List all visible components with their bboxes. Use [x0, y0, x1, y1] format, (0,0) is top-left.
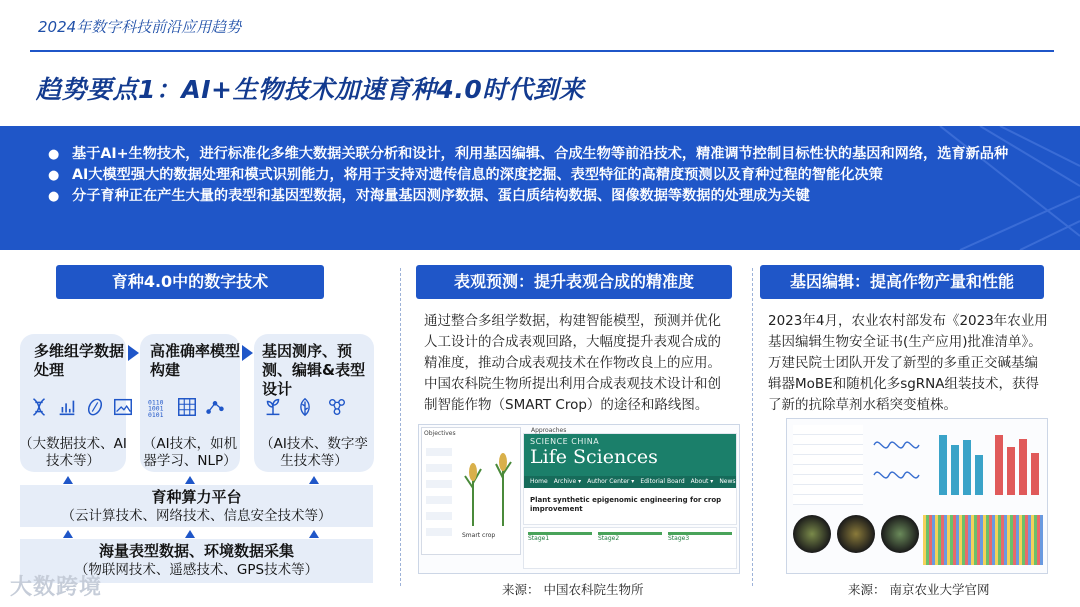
trace-panel [869, 425, 929, 505]
section-tag-epigenetic-prediction: 表观预测：提升表观合成的精准度 [416, 265, 732, 299]
image-icon [112, 396, 134, 418]
flow-arrow-up [63, 530, 73, 538]
section-tag-digital-tech: 育种4.0中的数字技术 [56, 265, 324, 299]
svg-text:0110: 0110 [148, 398, 164, 407]
journal-nav-about[interactable]: About ▾ [690, 478, 714, 485]
flow-arrow-right [242, 345, 253, 361]
banner-bullet: ● AI大模型强大的数据处理和模式识别能力，将用于支持对遗传信息的深度挖掘、表型特征的高精度预测以及育种过程的智能化决策 [48, 165, 1038, 186]
roadmap-stage: Stage1 [528, 532, 592, 564]
banner-bullet-list [48, 144, 1038, 207]
leaf-icon [294, 396, 316, 418]
middle-source-caption: 来源： 中国农科院生物所 [502, 582, 644, 597]
journal-nav-home[interactable]: Home [530, 478, 548, 485]
svg-text:1001: 1001 [148, 404, 164, 413]
card-gene-design [254, 334, 374, 472]
journal-top-label: SCIENCE CHINA [530, 437, 600, 446]
svg-text:0101: 0101 [148, 411, 164, 418]
journal-nav-news[interactable]: News [719, 478, 736, 485]
roadmap-stages [523, 527, 737, 569]
journal-header [524, 434, 736, 476]
article-title: Plant synthetic epigenomic engineering for crop improvement [530, 496, 722, 513]
objectives-label: Objectives [424, 430, 456, 437]
sequence-panel [793, 425, 863, 505]
card-title: 多维组学数据处理 [34, 342, 125, 379]
life-sciences-figure [418, 424, 740, 574]
card-note: （大数据技术、AI技术等） [19, 436, 127, 469]
banner-bullet: ● 分子育种正在产生大量的表型和基因型数据，对海量基因测序数据、蛋白质结构数据、图像数据等数据的处理成为关键 [48, 186, 1038, 207]
compute-platform-band [20, 485, 373, 527]
bar-chart-icon [56, 396, 78, 418]
card-model-building [140, 334, 240, 472]
watermark-logo: 大数跨境 [10, 575, 103, 600]
flow-arrow-up [309, 476, 319, 484]
band-subtitle: （云计算技术、网络技术、信息安全技术等） [61, 508, 332, 524]
card-icons [148, 396, 226, 418]
band-title: 育种算力平台 [151, 488, 242, 506]
card-title: 基因测序、预测、编辑&表型设计 [262, 342, 366, 398]
page-title: 趋势要点1：AI+生物技术加速育种4.0时代到来 [36, 75, 585, 104]
roadmap-stage: Stage2 [598, 532, 662, 564]
objectives-panel [421, 427, 521, 555]
journal-nav [524, 476, 736, 488]
molecule-icon [326, 396, 348, 418]
journal-name: Life Sciences [530, 446, 658, 468]
journal-nav-author-center[interactable]: Author Center ▾ [587, 478, 635, 485]
crop-plant-icon [458, 438, 518, 528]
card-note: （AI技术，如机器学习、NLP） [142, 436, 238, 469]
flow-arrow-up [185, 530, 195, 538]
banner-bullet: ● 基于AI+生物技术，进行标准化多维大数据关联分析和设计，利用基因编辑、合成生物等前沿技术，精准调节控制目标性状的基因和网络，选育新品种 [48, 144, 1038, 165]
header-divider [30, 50, 1054, 52]
right-source-caption: 来源： 南京农业大学官网 [848, 582, 990, 597]
journal-nav-editorial-board[interactable]: Editorial Board [640, 478, 685, 485]
smart-crop-label: Smart crop [462, 532, 496, 539]
card-note: （AI技术、数字孪生技术等） [260, 436, 368, 469]
alignment-panel [923, 515, 1043, 565]
flow-arrow-up [309, 530, 319, 538]
dna-icon [28, 396, 50, 418]
approaches-label: Approaches [531, 427, 567, 434]
column-divider [752, 268, 753, 586]
table-grid-icon [176, 396, 198, 418]
gene-editing-description: 2023年4月，农业农村部发布《2023年农业用基因编辑生物安全证书(生产应用)批准清单》。万建民院士团队开发了新型的多重正交碱基编辑器MoBE和随机化多sgRNA组装技术，获得了新的抗除草剂水稻突变植株。 [768, 313, 1048, 413]
band-title: 海量表型数据、环境数据采集 [98, 542, 294, 560]
flow-arrow-right [128, 345, 139, 361]
epigenetic-description: 通过整合多组学数据，构建智能模型，预测并优化人工设计的合成表观回路，大幅度提升表观合成的精准度，推动合成表观技术在作物改良上的应用。中国农科院生物所提出利用合成表观技术设计和创制智能作物（SMART Crop）的途径和路线图。 [424, 313, 721, 413]
network-icon [204, 396, 226, 418]
petri-dish [837, 515, 875, 553]
summary-banner [0, 126, 1080, 250]
journal-nav-archive[interactable]: Archive ▾ [553, 478, 582, 485]
section-tag-gene-editing: 基因编辑：提高作物产量和性能 [760, 265, 1044, 299]
band-subtitle: （物联网技术、遥感技术、GPS技术等） [74, 562, 319, 578]
binary-data-icon [148, 396, 170, 418]
petri-dish [881, 515, 919, 553]
card-icons [28, 396, 134, 418]
flow-arrow-up [63, 476, 73, 484]
card-multiomics [20, 334, 126, 472]
journal-card [523, 433, 737, 525]
petri-dish [793, 515, 831, 553]
roadmap-stage: Stage3 [668, 532, 732, 564]
column-divider [400, 268, 401, 586]
bar-panel [935, 425, 1043, 505]
petri-dish-row [793, 515, 919, 553]
report-header-title: 2024年数字科技前沿应用趋势 [38, 18, 242, 36]
flow-arrow-up [185, 476, 195, 484]
card-title: 高准确率模型构建 [150, 342, 241, 379]
seed-icon [84, 396, 106, 418]
plant-hand-icon [262, 396, 284, 418]
card-icons [262, 396, 348, 418]
gene-editing-figure [786, 418, 1048, 574]
